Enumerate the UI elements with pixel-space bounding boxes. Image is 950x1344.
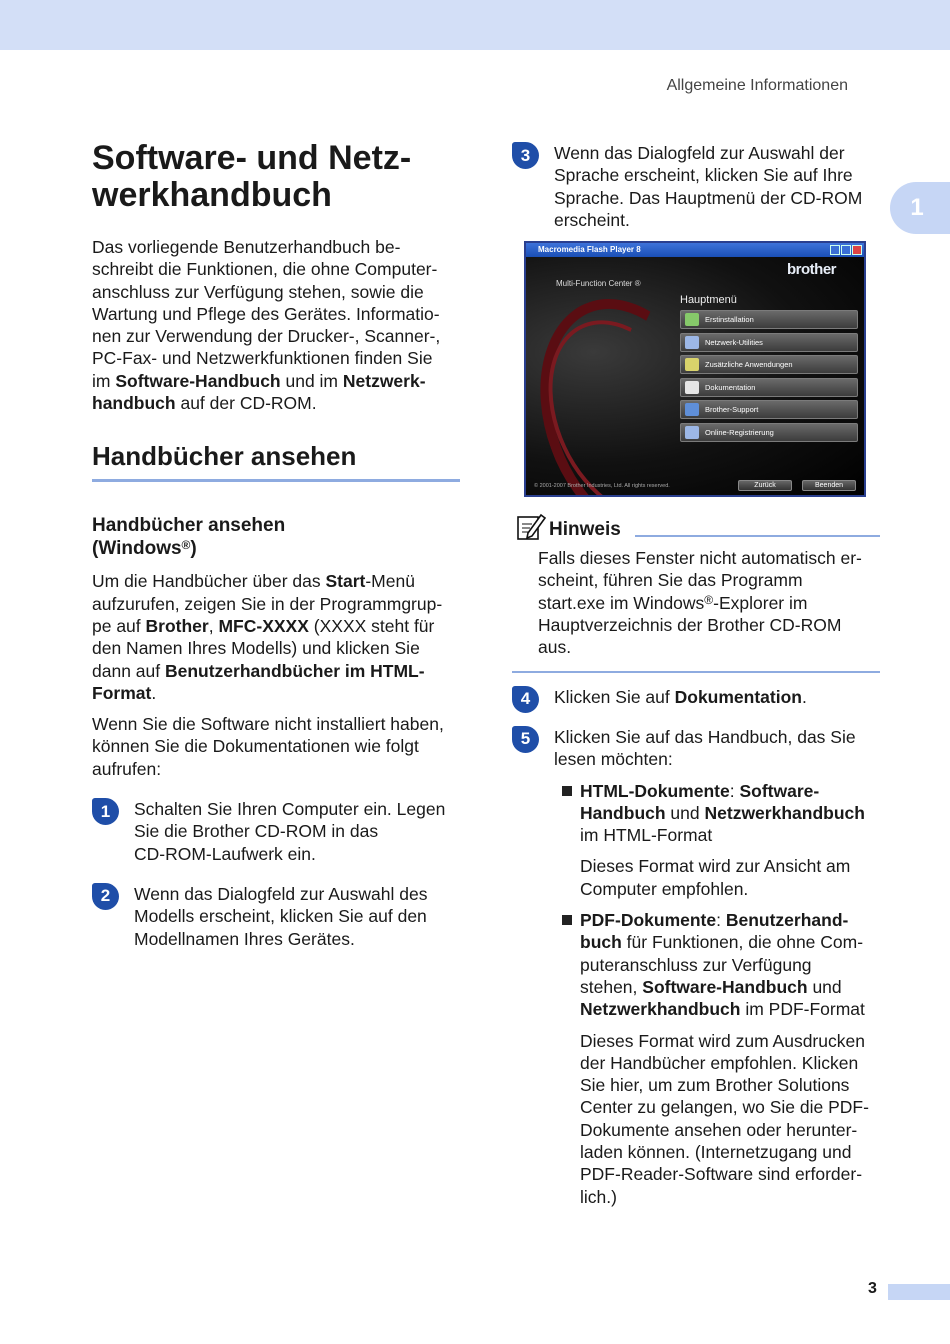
text-line: aufrufen: xyxy=(92,758,162,779)
bold-term: handbuch xyxy=(92,393,176,414)
text-line: und im xyxy=(280,370,343,391)
text-line: , xyxy=(208,615,219,636)
step-number-badge: 1 xyxy=(92,798,119,825)
text-line: der Handbücher empfohlen. Klicken xyxy=(580,1052,859,1073)
text-line: Sprache erscheint, klicken Sie auf Ihre xyxy=(554,165,853,186)
text-line: im PDF-Format xyxy=(740,999,865,1020)
step-5 xyxy=(512,726,880,771)
menu-item-zusaetzliche-anwendungen xyxy=(680,355,858,374)
text-line: im HTML-Format xyxy=(580,825,713,846)
text-line: im xyxy=(92,370,116,391)
page-number: 3 xyxy=(868,1280,877,1297)
text-line: erscheint. xyxy=(554,209,630,230)
text-line: PDF-Reader-Software sind erforder- xyxy=(580,1164,863,1185)
bullet-description xyxy=(580,855,880,900)
text-line: Hauptverzeichnis der Brother CD-ROM xyxy=(538,615,842,636)
bold-term: buch xyxy=(580,932,622,953)
text-line: dann auf xyxy=(92,660,165,681)
text-line: können Sie die Dokumentationen wie folgt xyxy=(92,736,419,757)
brother-logo: brother xyxy=(787,261,836,279)
text-line: Wenn Sie die Software nicht installiert haben, xyxy=(92,714,444,735)
text-line: pe auf xyxy=(92,615,146,636)
text-line: Um die Handbücher über das xyxy=(92,571,326,592)
page-tab xyxy=(888,1284,950,1300)
bold-term: Software-Handbuch xyxy=(642,976,808,997)
bold-term: Netzwerkhandbuch xyxy=(580,999,741,1020)
text-line: . xyxy=(802,686,807,707)
text-line: Modellnamen Ihres Gerätes. xyxy=(134,928,355,949)
text-line: Modells erscheint, klicken Sie auf den xyxy=(134,906,427,927)
bold-term: Benutzerhandbücher im HTML- xyxy=(164,660,425,681)
network-icon xyxy=(685,336,699,349)
text-line: für Funktionen, die ohne Com- xyxy=(621,932,864,953)
text-line: : xyxy=(729,780,740,801)
step-number-badge: 5 xyxy=(512,726,539,753)
registered-mark: ® xyxy=(704,592,714,607)
menu-item-label: Netzwerk-Utilities xyxy=(705,337,763,347)
text-line: scheint, führen Sie das Programm xyxy=(538,570,803,591)
support-icon xyxy=(685,403,699,416)
section-title: Handbücher ansehen xyxy=(92,441,357,472)
menu-item-netzwerk-utilities xyxy=(680,333,858,352)
text-line: Wenn das Dialogfeld zur Auswahl der xyxy=(554,143,845,163)
bold-term: MFC-XXXX xyxy=(218,615,309,636)
menu-item-online-registrierung xyxy=(680,423,858,442)
text-line: Dokumente ansehen oder herunter- xyxy=(580,1119,858,1140)
text-line: aus. xyxy=(538,637,572,658)
menu-item-brother-support xyxy=(680,400,858,419)
step-text xyxy=(134,883,460,950)
title-line: werkhandbuch xyxy=(92,176,332,214)
text-line: und xyxy=(665,802,705,823)
bold-term: Format xyxy=(92,682,152,703)
step-text xyxy=(554,142,880,231)
note-text xyxy=(512,547,880,658)
menu-item-label: Dokumentation xyxy=(705,382,756,392)
bold-term: HTML-Dokumente xyxy=(580,780,730,801)
text-line: -Explorer im xyxy=(713,592,808,613)
menu-item-dokumentation xyxy=(680,378,858,397)
text-line: : xyxy=(716,910,726,931)
text-line: stehen, xyxy=(580,976,643,997)
cd-menu-screenshot xyxy=(524,241,866,497)
step-text xyxy=(134,798,460,865)
note-title: Hinweis xyxy=(549,519,621,541)
bullet-square-icon xyxy=(562,786,572,796)
back-button: Zurück xyxy=(738,480,792,491)
step-text xyxy=(554,686,880,708)
text-line: lich.) xyxy=(580,1186,617,1207)
step-1 xyxy=(92,798,460,865)
step-text xyxy=(554,726,880,771)
note-rule-top xyxy=(635,535,880,537)
text-line: Klicken Sie auf xyxy=(554,686,675,707)
menu-item-label: Erstinstallation xyxy=(705,315,754,325)
window-title: Macromedia Flash Player 8 xyxy=(538,245,641,255)
text-line: . xyxy=(151,682,157,703)
text-line: Schalten Sie Ihren Computer ein. Legen xyxy=(134,799,446,820)
step-3 xyxy=(512,142,880,231)
text-line: -Menü xyxy=(365,571,415,592)
text-line: Computer empfohlen. xyxy=(580,878,749,899)
exit-button: Beenden xyxy=(802,480,856,491)
bullet-text xyxy=(580,780,880,847)
bold-term: Netzwerkhandbuch xyxy=(704,802,865,823)
mfc-label: Multi-Function Center ® xyxy=(556,279,641,289)
text-line: Wartung und Pflege des Gerätes. Informatio- xyxy=(92,303,440,324)
text-line: Dieses Format wird zur Ansicht am xyxy=(580,856,851,877)
bullet-list xyxy=(512,780,880,1208)
right-column xyxy=(512,142,880,1208)
note-rule-bottom xyxy=(512,671,880,673)
document-icon xyxy=(685,381,699,394)
header-band xyxy=(0,0,950,50)
text-line: Wenn das Dialogfeld zur Auswahl des xyxy=(134,883,428,904)
menu-item-label: Online-Registrierung xyxy=(705,427,774,437)
running-head: Allgemeine Informationen xyxy=(666,77,848,94)
registered-mark: ® xyxy=(181,538,191,553)
menu-title: Hauptmenü xyxy=(680,294,737,307)
text-line: Das vorliegende Benutzerhandbuch be- xyxy=(92,237,401,257)
copyright-text: © 2001-2007 Brother Industries, Ltd. All rights reserved. xyxy=(534,483,670,490)
bold-term: PDF-Dokumente xyxy=(580,910,717,931)
subsection-title-line: (Windows xyxy=(92,538,182,560)
main-menu xyxy=(680,310,858,445)
text-line: Center zu gelangen, wo Sie die PDF- xyxy=(580,1097,869,1118)
menu-stage xyxy=(526,257,864,495)
bold-term: Handbuch xyxy=(580,802,666,823)
cd-icon xyxy=(685,313,699,326)
bullet-description xyxy=(580,1030,880,1208)
menu-item-label: Brother-Support xyxy=(705,405,759,415)
subsection-title xyxy=(92,514,460,560)
step-number-badge: 3 xyxy=(512,142,539,169)
text-line: Falls dieses Fenster nicht automatisch er- xyxy=(538,548,862,569)
bold-term: Software-Handbuch xyxy=(115,370,281,391)
text-line: puteranschluss zur Verfügung xyxy=(580,954,812,975)
step-number-badge: 4 xyxy=(512,686,539,713)
intro-paragraph xyxy=(92,236,460,414)
bold-term: Software- xyxy=(739,780,820,801)
note-pencil-icon xyxy=(516,511,546,541)
text-line: Sie hier, um zum Brother Solutions xyxy=(580,1075,850,1096)
page-title xyxy=(92,140,460,214)
bullet-square-icon xyxy=(562,915,572,925)
text-line: nen zur Verwendung der Drucker-, Scanner-, xyxy=(92,326,441,347)
bullet-html-documents xyxy=(560,780,880,900)
subsection-title-line: Handbücher ansehen xyxy=(92,515,286,537)
text-line: den Namen Ihres Modells) und klicken Sie xyxy=(92,638,420,659)
step-2 xyxy=(92,883,460,950)
left-column xyxy=(92,140,460,950)
text-line: Klicken Sie auf das Handbuch, das Sie xyxy=(554,726,856,747)
text-line: schreibt die Funktionen, die ohne Computer- xyxy=(92,259,438,280)
text-line: laden können. (Internetzugang und xyxy=(580,1142,852,1163)
chapter-tab: 1 xyxy=(890,182,950,234)
window-titlebar xyxy=(526,243,864,257)
registration-icon xyxy=(685,426,699,439)
text-line: (XXXX steht für xyxy=(308,615,435,636)
section-rule xyxy=(92,479,460,482)
paragraph xyxy=(92,713,460,780)
bold-term: Dokumentation xyxy=(674,686,802,707)
menu-item-erstinstallation xyxy=(680,310,858,329)
text-line: lesen möchten: xyxy=(554,749,673,770)
text-line: anschluss zur Verfügung stehen, sowie die xyxy=(92,281,424,302)
applications-icon xyxy=(685,358,699,371)
text-line: auf der CD-ROM. xyxy=(175,393,317,414)
bullet-pdf-documents xyxy=(560,909,880,1208)
paragraph xyxy=(92,570,460,704)
subsection-title-line: ) xyxy=(190,538,197,560)
close-icon xyxy=(852,245,862,255)
text-line: Sprache. Das Hauptmenü der CD-ROM xyxy=(554,187,863,208)
text-line: Sie die Brother CD-ROM in das xyxy=(134,821,379,842)
note-box xyxy=(512,511,880,672)
bold-term: Start xyxy=(325,571,366,592)
title-line: Software- und Netz- xyxy=(92,139,412,177)
text-line: CD-ROM-Laufwerk ein. xyxy=(134,843,316,864)
bullet-text xyxy=(580,909,880,1020)
bold-term: Netzwerk- xyxy=(342,370,426,391)
bold-term: Brother xyxy=(145,615,209,636)
text-line: PC-Fax- und Netzwerkfunktionen finden Sie xyxy=(92,348,433,369)
text-line: Dieses Format wird zum Ausdrucken xyxy=(580,1030,865,1051)
maximize-icon xyxy=(841,245,851,255)
step-4 xyxy=(512,686,880,708)
text-line: start.exe im Windows xyxy=(538,592,705,613)
menu-item-label: Zusätzliche Anwendungen xyxy=(705,360,793,370)
step-number-badge: 2 xyxy=(92,883,119,910)
note-header xyxy=(512,511,880,541)
text-line: und xyxy=(807,976,842,997)
bold-term: Benutzerhand- xyxy=(725,910,849,931)
minimize-icon xyxy=(830,245,840,255)
text-line: aufzurufen, zeigen Sie in der Programmgrup- xyxy=(92,593,443,614)
window-controls xyxy=(830,245,862,255)
